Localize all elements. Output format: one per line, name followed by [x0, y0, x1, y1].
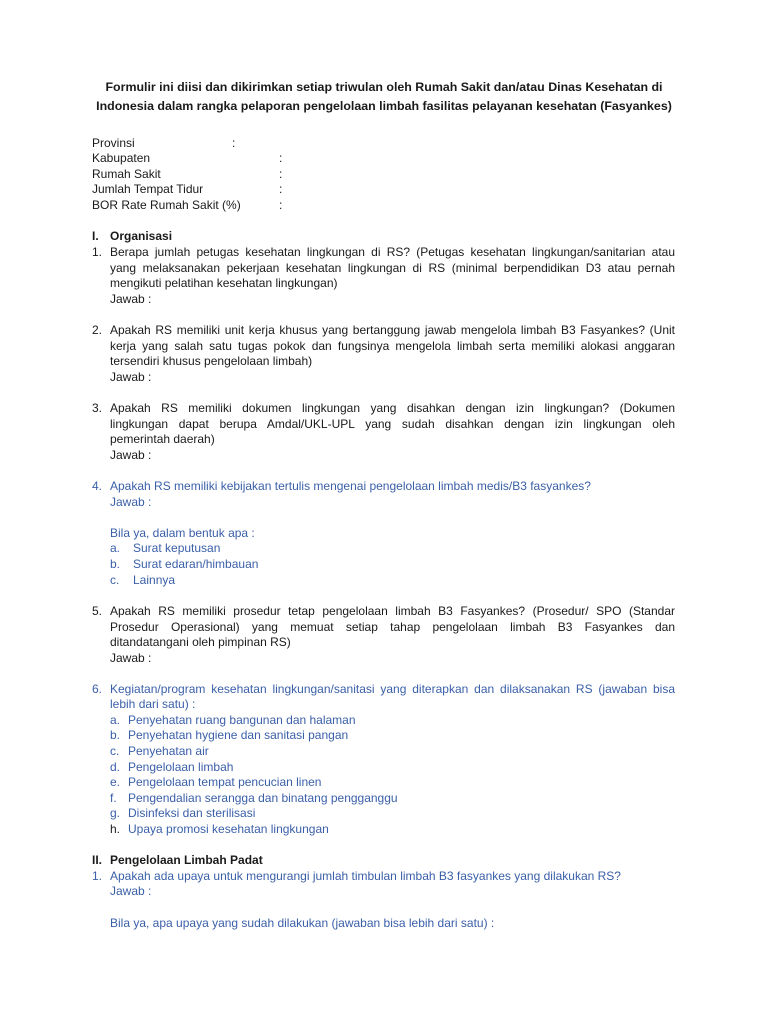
- form-header: [80, 78, 688, 116]
- question-1-answer: Jawab :: [110, 292, 152, 306]
- question-4-text: Apakah RS memiliki kebijakan tertulis mengenai pengelolaan limbah medis/B3 fasyankes?: [110, 479, 591, 493]
- question-6-option-text: Penyehatan air: [128, 744, 209, 758]
- question-6-option-text: Pengendalian serangga dan binatang pengganggu: [128, 791, 398, 805]
- question-6-option-text: Penyehatan ruang bangunan dan halaman: [128, 713, 356, 727]
- question-6-option-letter: c.: [110, 744, 120, 758]
- question-5-number: 5.: [92, 604, 103, 618]
- question-2-line-2: kerja yang salah satu tugas pokok dan fungsinya mengelola limbah serta memiliki alokasi anggaran: [110, 339, 675, 353]
- question-6-option-letter: e.: [110, 775, 121, 789]
- question-4-number: 4.: [92, 479, 103, 493]
- question-4-followup: Bila ya, dalam bentuk apa :: [110, 526, 255, 540]
- question-1-line-2: yang melaksanakan pekerjaan kesehatan lingkungan di RS (minimal berpendidikan D3 atau pernah: [110, 261, 675, 275]
- field-colon-kabupaten: :: [279, 151, 283, 165]
- question-4-option-text: Lainnya: [133, 573, 176, 587]
- section-2-numeral: II.: [92, 853, 103, 867]
- question-4-option-letter: c.: [110, 573, 120, 587]
- question-6-option-letter: a.: [110, 713, 121, 727]
- question-6-option-text: Pengelolaan tempat pencucian linen: [128, 775, 322, 789]
- question-6-option-letter: d.: [110, 760, 121, 774]
- question-1-number: 1.: [92, 245, 103, 259]
- question-2-line-3: tersendiri khusus pengelolaan limbah): [110, 354, 313, 368]
- header-line-1: Formulir ini diisi dan dikirimkan setiap triwulan oleh Rumah Sakit dan/atau Dinas Kesehatan di: [105, 80, 663, 94]
- question-3-line-3: pemerintah daerah): [110, 432, 215, 446]
- section-1-title: Organisasi: [110, 229, 173, 243]
- question-6-option-text: Pengelolaan limbah: [128, 760, 234, 774]
- field-label-tempat-tidur: Jumlah Tempat Tidur: [92, 182, 204, 196]
- question-2-answer: Jawab :: [110, 370, 152, 384]
- question-4-option-letter: a.: [110, 541, 121, 555]
- section-2-question-1-text: Apakah ada upaya untuk mengurangi jumlah timbulan limbah B3 fasyankes yang dilakukan RS?: [110, 869, 621, 883]
- field-colon-rumah-sakit: :: [279, 167, 283, 181]
- question-2-number: 2.: [92, 323, 103, 337]
- question-1-line-1: Berapa jumlah petugas kesehatan lingkungan di RS? (Petugas kesehatan lingkungan/sanitarian atau: [110, 245, 675, 259]
- question-4-option-text: Surat keputusan: [133, 541, 221, 555]
- field-colon-tempat-tidur: :: [279, 182, 283, 196]
- question-5-line-1: Apakah RS memiliki prosedur tetap pengelolaan limbah B3 Fasyankes? (Prosedur/ SPO (Standar: [110, 604, 675, 618]
- question-6-option-letter: b.: [110, 728, 121, 742]
- question-3-line-2: lingkungan dapat berupa Amdal/UKL-UPL yang sudah disahkan dengan izin lingkungan oleh: [110, 417, 675, 431]
- question-6-option-letter: h.: [110, 822, 121, 836]
- question-4-answer: Jawab :: [110, 495, 152, 509]
- field-label-kabupaten: Kabupaten: [92, 151, 151, 165]
- question-6-option-text: Upaya promosi kesehatan lingkungan: [128, 822, 329, 836]
- question-5-answer: Jawab :: [110, 651, 152, 665]
- field-colon-bor-rate: :: [279, 198, 283, 212]
- header-line-2: Indonesia dalam rangka pelaporan pengelolaan limbah fasilitas pelayanan kesehatan (Fasyankes): [96, 99, 672, 113]
- section-2-title: Pengelolaan Limbah Padat: [110, 853, 263, 867]
- question-4-option-text: Surat edaran/himbauan: [133, 557, 259, 571]
- question-6-option-text: Penyehatan hygiene dan sanitasi pangan: [128, 728, 349, 742]
- section-2-question-1-answer: Jawab :: [110, 884, 152, 898]
- question-6-option-letter: f.: [110, 791, 117, 805]
- question-4-option-letter: b.: [110, 557, 121, 571]
- field-label-rumah-sakit: Rumah Sakit: [92, 167, 161, 181]
- question-2-line-1: Apakah RS memiliki unit kerja khusus yang bertanggung jawab mengelola limbah B3 Fasyankes? (Unit: [110, 323, 675, 337]
- field-colon-provinsi: :: [232, 136, 236, 150]
- question-3-number: 3.: [92, 401, 103, 415]
- section-2-question-1-number: 1.: [92, 869, 103, 883]
- section-2-question-1-followup: Bila ya, apa upaya yang sudah dilakukan (jawaban bisa lebih dari satu) :: [110, 916, 495, 930]
- question-5-line-3: ditandatangani oleh pimpinan RS): [110, 635, 291, 649]
- question-1-line-3: mengikuti pelatihan kesehatan lingkungan): [110, 276, 338, 290]
- question-6-option-letter: g.: [110, 806, 121, 820]
- question-5-line-2: Prosedur Operasional) yang memuat setiap tahap pengelolaan limbah B3 Fasyankes dan: [110, 620, 675, 634]
- question-3-answer: Jawab :: [110, 448, 152, 462]
- question-6-line-2: lebih dari satu) :: [110, 697, 196, 711]
- field-label-provinsi: Provinsi: [92, 136, 135, 150]
- question-6-option-text: Disinfeksi dan sterilisasi: [128, 806, 256, 820]
- section-1-numeral: I.: [92, 229, 99, 243]
- field-label-bor-rate: BOR Rate Rumah Sakit (%): [92, 198, 241, 212]
- question-3-line-1: Apakah RS memiliki dokumen lingkungan yang disahkan dengan izin lingkungan? (Dokumen: [110, 401, 675, 415]
- question-6-number: 6.: [92, 682, 103, 696]
- question-6-line-1: Kegiatan/program kesehatan lingkungan/sanitasi yang diterapkan dan dilaksanakan RS (jawaban bisa: [110, 682, 675, 696]
